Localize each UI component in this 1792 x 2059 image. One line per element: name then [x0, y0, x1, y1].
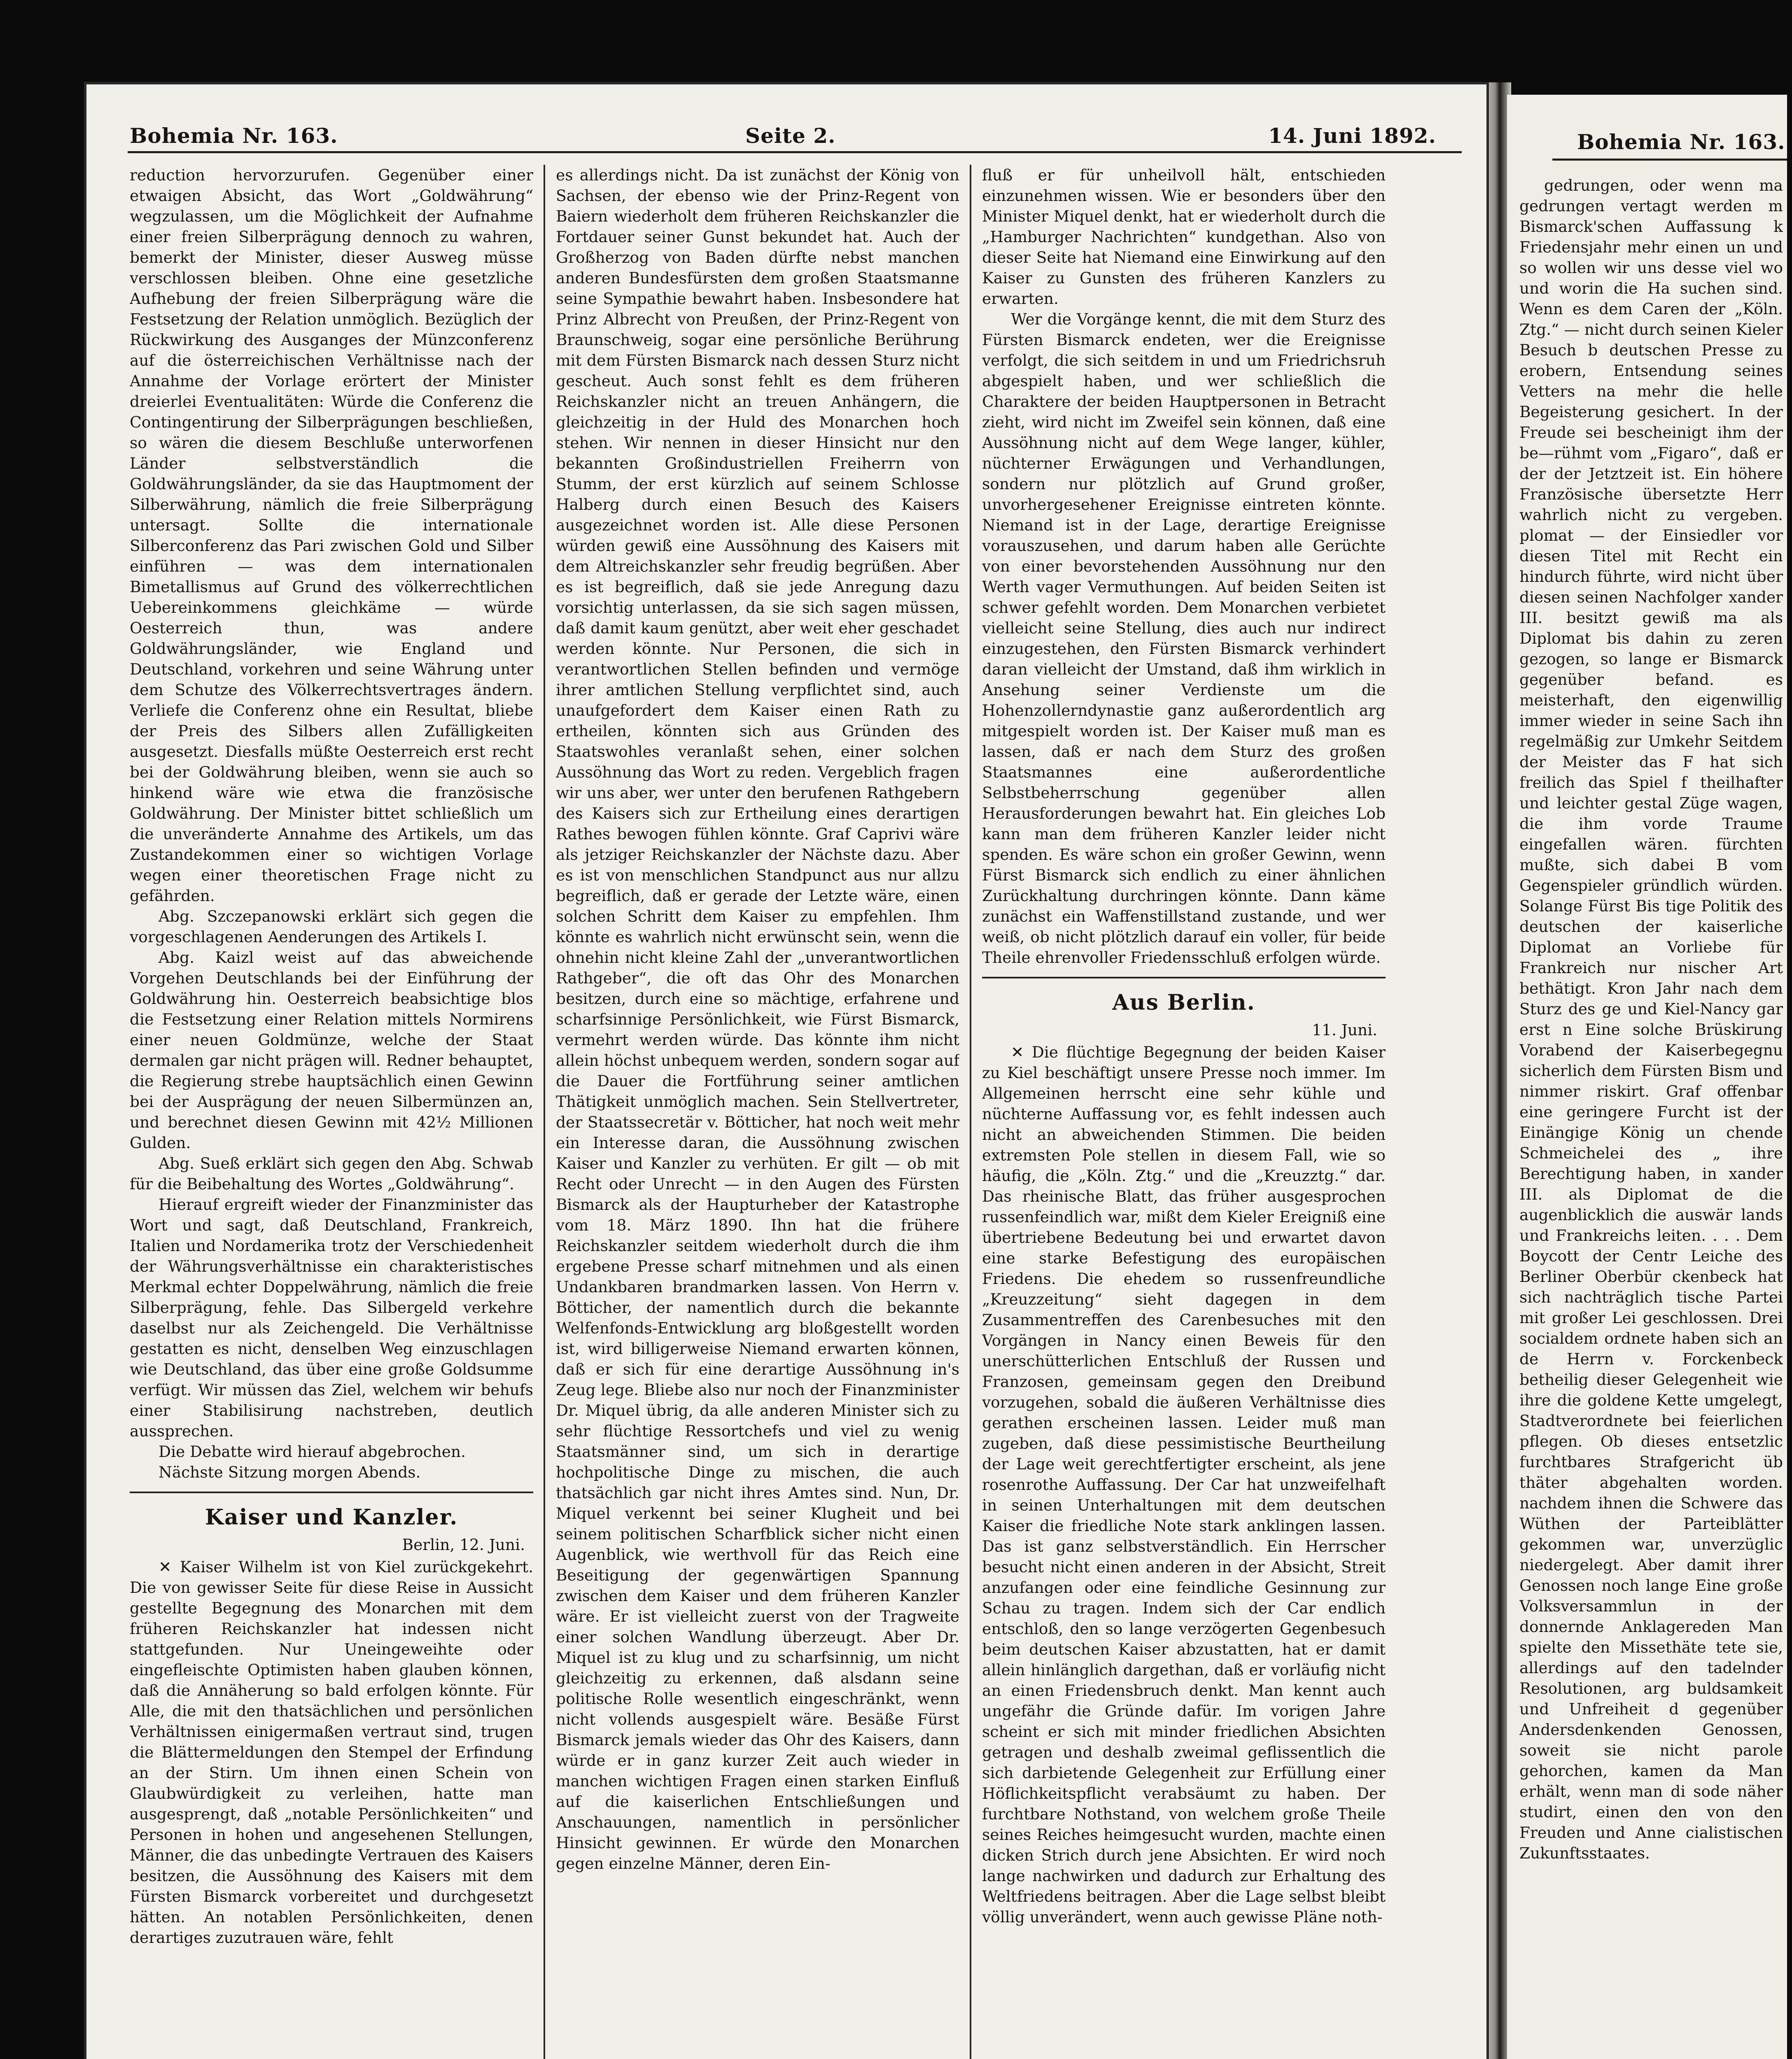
column-1 [130, 165, 533, 2059]
column-2 [556, 165, 959, 2059]
newspaper-page [86, 84, 1486, 2059]
col3-para-2: Wer die Vorgänge kennt, die mit dem Sturz des Fürsten Bismarck endeten, wer die Ereignisse verfolgt, die sich seitdem in und um Friedrichsruh abgespielt haben, und wer schließlich die Charaktere der beiden Hauptpersonen in Betracht zieht, wird nicht im Zweifel sein können, daß eine Aussöhnung nicht auf dem Wege langer, kühler, nüchterner Erwägungen und Verhandlungen, sondern nur plötzlich auf Grund großer, unvorhergesehener Ereignisse eintreten könnte. Niemand ist in der Lage, derartige Ereignisse vorauszusehen, und darum haben alle Gerüchte von einer bevorstehenden Aussöhnung nur den Werth vager Vermuthungen. Auf beiden Seiten ist schwer gefehlt worden. Dem Monarchen verbietet vielleicht seine Stellung, dies auch nur indirect einzugestehen, den Fürsten Bismarck verhindert daran vielleicht der Umstand, daß ihm wirklich in Ansehung seiner Verdienste um die Hohenzollerndynastie ganz außerordentlich arg mitgespielt worden ist. Der Kaiser muß man es lassen, daß er nach dem Sturz des großen Staatsmannes eine außerordentliche Selbstbeherrschung gegenüber allen Herausforderungen bewahrt hat. Ein gleiches Lob kann man dem früheren Kanzler leider nicht spenden. Es wäre schon ein großer Gewinn, wenn Fürst Bismarck sich endlich zu einer ähnlichen Zurückhaltung durchringen könnte. Dann käme zunächst ein Waffenstillstand zustande, und wer weiß, ob nicht plötzlich darauf ein voller, für beide Theile ehrenvoller Friedensschluß erfolgen würde. [982, 310, 1386, 966]
column-divider [544, 165, 545, 2059]
dateline-berlin: Berlin, 12. Juni. [402, 1536, 525, 1554]
section-title-aus-berlin: Aus Berlin. [1112, 990, 1255, 1015]
col1-para-3: Abg. Kaizl weist auf das abweichende Vorgehen Deutschlands bei der Einführung der Goldwährung hin. Oesterreich beabsichtige blos die Festsetzung einer Relation mittels Normirens einer neuen Goldmünze, welche der Staat dermalen gar nicht prägen will. Redner behauptet, die Regierung strebe hauptsächlich einen Gewinn bei der Ausprägung der neuen Silbermünzen an, und berechnet diesen Gewinn mit 42½ Millionen Gulden. [130, 948, 533, 1152]
column-3 [982, 165, 1386, 2059]
next-page-column [1519, 175, 1783, 2059]
col1-para-5: Hierauf ergreift wieder der Finanzminister das Wort und sagt, daß Deutschland, Frankreich, Italien und Nordamerika trotz der Verschiedenheit der Währungsverhältnisse ein charakteristisches Merkmal echter Doppelwährung, nämlich die freie Silberprägung, fehle. Das Silbergeld verkehre daselbst nur als Zeichengeld. Die Verhältnisse gestatten es nicht, denselben Weg einzuschlagen wie Deutschland, das über eine große Goldsumme verfügt. Wir müssen das Ziel, welchem wir behufs einer Stabilisirung nachstreben, deutlich aussprechen. [130, 1195, 533, 1440]
next-page-header-rule [1552, 159, 1787, 161]
running-header-right: 14. Juni 1892. [1268, 124, 1436, 148]
running-header-left: Bohemia Nr. 163. [130, 124, 338, 148]
next-page-fragment [1507, 95, 1787, 2059]
col3-para-1: fluß er für unheilvoll hält, entschieden einzunehmen wissen. Wie er besonders über den Minister Miquel denkt, hat er wiederholt durch die „Hamburger Nachrichten“ kundgethan. Also von dieser Seite hat Niemand eine Einwirkung auf den Kaiser zu Gunsten des früheren Kanzlers zu erwarten. [982, 166, 1386, 308]
header-rule [128, 151, 1462, 153]
col3-section-para-1: ✕ Die flüchtige Begegnung der beiden Kaiser zu Kiel beschäftigt unsere Presse noch immer. Im Allgemeinen herrscht eine sehr kühle und nüchterne Auffassung vor, es fehlt indessen auch nicht an abweichenden Stimmen. Die beiden extremsten Pole stellen in diesem Fall, wie so häufig, die „Köln. Ztg.“ und die „Kreuzztg.“ dar. Das rheinische Blatt, das früher ausgesprochen russenfeindlich war, mißt dem Kieler Ereigniß eine übertriebene Bedeutung bei und erwartet davon eine starke Befestigung des europäischen Friedens. Die ehedem so russenfreundliche „Kreuzzeitung“ sieht dagegen in dem Zusammentreffen des Carenbesuches mit den Vorgängen in Nancy einen Beweis für den unerschütterlichen Entschluß der Russen und Franzosen, gemeinsam gegen den Dreibund vorzugehen, sobald die äußeren Verhältnisse dies gerathen erscheinen lassen. Leider muß man zugeben, daß diese pessimistische Beurtheilung der Lage weit gerechtfertigter erscheint, als jene rosenrothe Auffassung. Der Car hat unzweifelhaft in seinen Unterhaltungen mit dem deutschen Kaiser die friedliche Note stark anklingen lassen. Das ist ganz selbstverständlich. Ein Herrscher besucht nicht einen anderen in der Absicht, Streit anzufangen oder eine feindliche Gesinnung zur Schau zu tragen. Indem sich der Car endlich entschloß, den so lange verzögerten Gegenbesuch beim deutschen Kaiser abzustatten, hat er damit allein hinlänglich dargethan, daß er vorläufig nicht an einen Friedensbruch denkt. Man kennt auch ungefähr die Gründe dafür. Im vorigen Jahre scheint er sich mit minder friedlichen Absichten getragen und deshalb zweimal geflissentlich die sich darbietende Gelegenheit zur Erfüllung einer Höflichkeitspflicht verabsäumt zu haben. Der furchtbare Nothstand, von welchem große Theile seines Reiches heimgesucht wurden, machte einen dicken Strich durch jene Absichten. Er wird noch lange nachwirken und dadurch zur Erhaltung des Weltfriedens beitragen. Aber die Lage selbst bleibt völlig unverändert, wenn auch gewisse Pläne noth- [982, 1043, 1386, 1926]
next-page-header: Bohemia Nr. 163. [1577, 130, 1785, 154]
section-title-kaiser-und-kanzler: Kaiser und Kanzler. [205, 1505, 458, 1530]
col1-section-para-1: ✕ Kaiser Wilhelm ist von Kiel zurückgekehrt. Die von gewisser Seite für diese Reise in Aussicht gestellte Begegnung des Monarchen mit dem früheren Reichskanzler hat indessen nicht stattgefunden. Nur Uneingeweihte oder eingefleischte Optimisten haben glauben können, daß die Annäherung so bald erfolgen könnte. Für Alle, die mit den thatsächlichen und persönlichen Verhältnissen einigermaßen vertraut sind, trugen die Blättermeldungen den Stempel der Erfindung an der Stirn. Um ihnen einen Schein von Glaubwürdigkeit zu verleihen, hatte man ausgesprengt, daß „notable Persönlichkeiten“ und Personen in hohen und angesehenen Stellungen, Männer, die das unbedingte Vertrauen des Kaisers besitzen, die Aussöhnung des Kaisers mit dem Fürsten Bismarck vorbereitet und durchgesetzt hätten. An notablen Persönlichkeiten, denen derartiges zuzutrauen wäre, fehlt [130, 1558, 533, 1947]
column-divider [970, 165, 971, 2059]
dateline-11-juni: 11. Juni. [1312, 1021, 1377, 1039]
col1-para-7: Nächste Sitzung morgen Abends. [159, 1463, 421, 1481]
next-page-text: gedrungen, oder wenn ma gedrungen vertagt werden m Bismarck'schen Auffassung k Friedensjahr mehr einen un und so wollen wir uns desse viel wo und worin die Ha suchen sind. Wenn es dem Caren der „Köln. Ztg.“ — nicht durch seinen Kieler Besuch b deutschen Presse zu erobern, Entsendung seines Vetters na mehr die helle Begeisterung gesichert. In der Freude sei bescheinigt ihm der be—rühmt vom „Figaro“, daß er der der Jetztzeit ist. Ein höhere Französische übersetzte Herr wahrlich nicht zu vergeben. plomat — der Einsiedler vor diesen Titel mit Recht ein hindurch führte, wird nicht über diesen seinen Nachfolger xander III. besitzt gewiß ma als Diplomat bis dahin zu zeren gezogen, so lange er Bismarck gegenüber befand. es meisterhaft, den eigenwillig immer wieder in seine Sach ihn regelmäßig zur Umkehr Seitdem der Meister das F hat sich freilich das Spiel f theilhafter und leichter gestal Züge wagen, die ihm vorde Traume eingefallen wären. fürchten mußte, sich dabei B vom Gegenspieler gründlich würden. Solange Fürst Bis tige Politik des deutschen der kaiserliche Diplomat an Vorliebe für Frankreich nur nischer Art bethätigt. Kron Jahr nach dem Sturz des ge und Kiel-Nancy gar erst n Eine solche Brüskirung Vorabend der Kaiserbegegnu sicherlich dem Fürsten Bism und nimmer riskirt. Graf offenbar eine geringere Furcht ist der Einängige König un chende Schmeichelei des „ ihre Berechtigung haben, in xander III. als Diplomat de die augenblicklich die auswär lands und Frankreichs leiten. . . . Dem Boycott der Centr Leiche des Berliner Oberbür ckenbeck hat sich nachträglich tische Partei mit großer Lei geschlossen. Drei socialdem ordnete haben sich an de Herrn v. Forckenbeck betheilig dieser Gelegenheit wie ihre die goldene Kette umgelegt, Stadtverordnete bei feierlichen pflegen. Ob dieses entsetzlic furchtbares Strafgericht üb thäter abgehalten worden. nachdem ihnen die Schwere das Wüthen der Parteiblätter gekommen war, unverzüglic niedergelegt. Aber damit ihrer Genossen noch lange Eine große Volksversammlun in der donnernde Anklagereden Man spielte den Missethäte tete sie, allerdings auf den tadelnder Resolutionen, arg buldsamkeit und Unfreiheit d gegenüber Andersdenkenden Genossen, soweit sie nicht parole gehorchen, kamen da Man erhält, wenn man di sode näher studirt, einen den von den Freuden und Anne cialistischen Zukunftsstaates. [1519, 176, 1783, 1862]
col1-para-4: Abg. Sueß erklärt sich gegen den Abg. Schwab für die Beibehaltung des Wortes „Goldwährung“. [130, 1154, 533, 1193]
running-header-center: Seite 2. [745, 124, 836, 148]
col1-para-1: reduction hervorzurufen. Gegenüber einer etwaigen Absicht, das Wort „Goldwährung“ wegzulassen, um die Möglichkeit der Aufnahme einer freien Silberprägung dennoch zu wahren, bemerkt der Minister, dieser Ausweg müsse verschlossen bleiben. Ohne eine gesetzliche Aufhebung der freien Silberprägung wäre die Festsetzung der Relation unmöglich. Bezüglich der Rückwirkung des Ausganges der Münzconferenz auf die österreichischen Verhältnisse nach der Annahme der Vorlage erörtert der Minister dreierlei Eventualitäten: Würde die Conferenz die Contingentirung der Silberprägungen beschließen, so wären die diesem Beschluße unterworfenen Länder selbstverständlich die Goldwährungsländer, da sie das Hauptmoment der Silberwährung, nämlich die freie Silberprägung untersagt. Sollte die internationale Silberconferenz das Pari zwischen Gold und Silber einführen — was dem internationalen Bimetallismus auf Grund des völkerrechtlichen Uebereinkommens gleichkäme — würde Oesterreich thun, was andere Goldwährungsländer, wie England und Deutschland, vorkehren und seine Währung unter dem Schutze des Völkerrechtsvertrages ändern. Verliefe die Conferenz ohne ein Resultat, bliebe der Preis des Silbers allen Zufälligkeiten ausgesetzt. Diesfalls müßte Oesterreich erst recht bei der Goldwährung bleiben, wenn sie auch so hinkend wäre wie etwa die französische Goldwährung. Der Minister bittet schließlich um die unveränderte Annahme des Artikels, um das Zustandekommen einer so wichtigen Vorlage wegen einer theoretischen Frage nicht zu gefährden. [130, 166, 533, 905]
col2-para-1: es allerdings nicht. Da ist zunächst der König von Sachsen, der ebenso wie der Prinz-Regent von Baiern wiederholt dem früheren Reichskanzler die Fortdauer seiner Gunst bekundet hat. Auch der Großherzog von Baden dürfte nebst manchen anderen Bundesfürsten dem großen Staatsmanne seine Sympathie bewahrt haben. Insbesondere hat Prinz Albrecht von Preußen, der Prinz-Regent von Braunschweig, sogar eine persönliche Berührung mit dem Fürsten Bismarck nach dessen Sturz nicht gescheut. Auch sonst fehlt es dem früheren Reichskanzler nicht an treuen Anhängern, die gleichzeitig in der Huld des Monarchen hoch stehen. Wir nennen in dieser Hinsicht nur den bekannten Großindustriellen Freiherrn von Stumm, der erst kürzlich auf seinem Schlosse Halberg durch einen Besuch des Kaisers ausgezeichnet worden ist. Alle diese Personen würden gewiß eine Aussöhnung des Kaisers mit dem Altreichskanzler sehr freudig begrüßen. Aber es ist begreiflich, daß sie jede Anregung dazu vorsichtig unterlassen, da sie sich sagen müssen, daß damit kaum genützt, aber weit eher geschadet werden könnte. Nur Personen, die sich in verantwortlichen Stellen befinden und vermöge ihrer amtlichen Stellung verpflichtet sind, auch unaufgefordert dem Kaiser einen Rath zu ertheilen, könnten sich aus Gründen des Staatswohles veranlaßt sehen, einer solchen Aussöhnung das Wort zu reden. Vergeblich fragen wir uns aber, wer unter den berufenen Rathgebern des Kaisers sich zur Ertheilung eines derartigen Rathes bewogen fühlen könnte. Graf Caprivi wäre als jetziger Reichskanzler der Nächste dazu. Aber es ist von menschlichen Standpunct aus nur allzu begreiflich, daß er gerade der Letzte wäre, einen solchen Schritt dem Kaiser zu empfehlen. Ihm könnte es wahrlich nicht erwünscht sein, wenn die ohnehin nicht kleine Zahl der „unverantwortlichen Rathgeber“, die oft das Ohr des Monarchen besitzen, durch eine so mächtige, erfahrene und scharfsinnige Persönlichkeit, wie Fürst Bismarck, vermehrt werden würde. Das könnte ihm nicht allein höchst unbequem werden, sondern sogar auf die Dauer die Fortführung seiner amtlichen Thätigkeit unmöglich machen. Sein Stellvertreter, der Staatssecretär v. Bötticher, hat noch weit mehr ein Interesse daran, die Aussöhnung zwischen Kaiser und Kanzler zu verhüten. Er gilt — ob mit Recht oder Unrecht — in den Augen des Fürsten Bismarck als der Haupturheber der Katastrophe vom 18. März 1890. Ihn hat die frühere Reichskanzler seitdem wiederholt durch die ihm ergebene Presse scharf mitnehmen und als einen Undankbaren brandmarken lassen. Von Herrn v. Bötticher, der namentlich durch die bekannte Welfenfonds-Entwicklung arg bloßgestellt worden ist, wird billigerweise Niemand erwarten können, daß er sich für eine derartige Aussöhnung in's Zeug lege. Bliebe also nur noch der Finanzminister Dr. Miquel übrig, da alle anderen Minister sich zu sehr flüchtige Ressortchefs und viel zu wenig Staatsmänner sind, um sich in derartige hochpolitische Dinge zu mischen, die auch thatsächlich gar nicht ihres Amtes sind. Nun, Dr. Miquel verkennt bei seiner Klugheit und bei seinem politischen Scharfblick sicher nicht einen Augenblick, wie werthvoll für das Reich eine Beseitigung der gegenwärtigen Spannung zwischen dem Kaiser und dem früheren Kanzler wäre. Er ist vielleicht zuerst von der Tragweite einer solchen Wandlung überzeugt. Aber Dr. Miquel ist zu klug und zu scharfsinnig, um nicht gleichzeitig zu erkennen, daß alsdann seine politische Rolle wesentlich eingeschränkt, wenn nicht vollends ausgespielt wäre. Besäße Fürst Bismarck jemals wieder das Ohr des Kaisers, dann würde er in ganz kurzer Zeit auch wieder in manchen wichtigen Fragen einen starken Einfluß auf die kaiserlichen Entschließungen und Anschauungen, namentlich in persönlicher Hinsicht gewinnen. Er würde den Monarchen gegen einzelne Männer, deren Ein- [556, 166, 959, 1872]
col1-para-6: Die Debatte wird hierauf abgebrochen. [159, 1443, 466, 1461]
col1-para-2: Abg. Szczepanowski erklärt sich gegen die vorgeschlagenen Aenderungen des Artikels I. [130, 907, 533, 946]
section-rule [130, 1492, 533, 1493]
section-rule [982, 977, 1386, 978]
